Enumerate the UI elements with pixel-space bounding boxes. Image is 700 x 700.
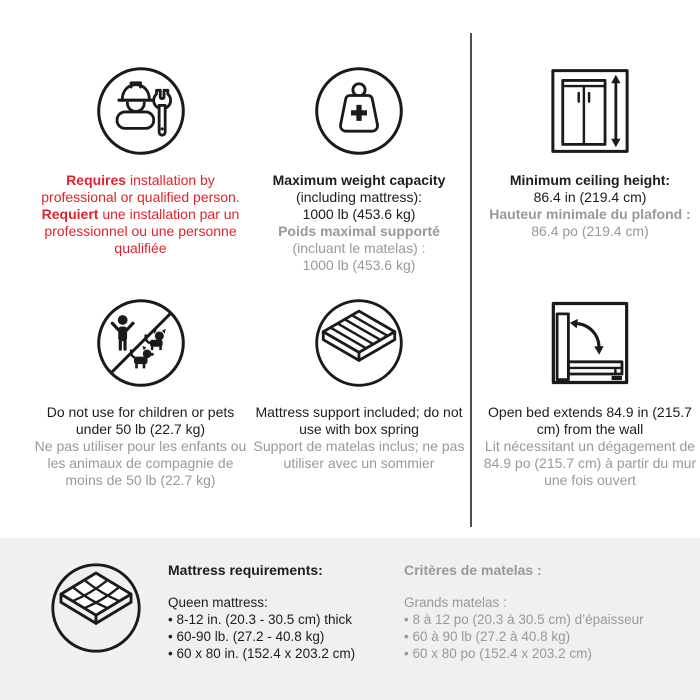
ceiling-fr-value: 86.4 po (219.4 cm): [531, 223, 649, 239]
support-en: Mattress support included; do not use with box spring: [255, 404, 463, 437]
spec-cell-installation: [28, 64, 253, 274]
mattress-bullet-en: • 8-12 in. (20.3 - 30.5 cm) thick: [168, 611, 386, 628]
weight-en-title: Maximum weight capacity: [272, 172, 446, 188]
openbed-fr: Lit nécessitant un dégagement de 84.9 po (215.7 cm) à partir du mur une fois ouvert: [483, 438, 697, 488]
spec-cell-ceiling: [478, 64, 700, 274]
openbed-text: [478, 404, 700, 489]
support-text: [253, 404, 465, 472]
mattress-subtitle-en: Queen mattress:: [168, 595, 268, 610]
spec-cell-weight: [253, 64, 465, 274]
weight-fr-title: Poids maximal supporté: [278, 223, 440, 239]
installation-en-rest: installation by professional or qualified person.: [41, 172, 240, 205]
mattress-requirements-title-en: Mattress requirements:: [168, 562, 323, 578]
spec-cell-support: [253, 296, 465, 489]
installer-wrench-icon: [94, 64, 188, 158]
installation-text: [28, 172, 253, 257]
installation-en-bold: Requires: [66, 172, 127, 188]
mattress-bullet-fr: • 60 x 80 po (152.4 x 203.2 cm): [404, 645, 686, 662]
mattress-bullet-en: • 60 x 80 in. (152.4 x 203.2 cm): [168, 645, 386, 662]
weight-fr-line2: (incluant le matelas) :: [292, 240, 426, 256]
spec-cell-children-pets: [28, 296, 253, 489]
ceiling-en-title: Minimum ceiling height:: [509, 172, 671, 188]
installation-fr-bold: Requiert: [41, 206, 99, 222]
mattress-requirements-band: [0, 538, 700, 700]
cabinet-height-arrow-icon: [543, 64, 637, 158]
weight-en-line2: (including mattress):: [295, 189, 423, 205]
ceiling-text: [489, 172, 690, 240]
weight-text: [273, 172, 446, 274]
children-pets-fr: Ne pas utiliser pour les enfants ou les animaux de compagnie de moins de 50 lb (22.7 kg): [34, 438, 247, 488]
no-children-pets-icon: [94, 296, 188, 390]
ceiling-en-value: 86.4 in (219.4 cm): [533, 189, 647, 205]
slatted-base-icon: [312, 296, 406, 390]
spec-row-2: [0, 274, 700, 489]
children-pets-text: [28, 404, 253, 489]
mattress-subtitle-fr: Grands matelas :: [404, 595, 507, 610]
children-pets-en: Do not use for children or pets under 50 lb (22.7 kg): [46, 404, 235, 437]
weight-en-line3: 1000 lb (453.6 kg): [302, 206, 416, 222]
mattress-bullet-en: • 60-90 lb. (27.2 - 40.8 kg): [168, 628, 386, 645]
support-fr: Support de matelas inclus; ne pas utiliser avec un sommier: [253, 438, 465, 471]
weight-capacity-icon: [312, 64, 406, 158]
mattress-requirements-en: [168, 558, 386, 662]
spec-row-1: [0, 0, 700, 274]
bed-fold-down-icon: [543, 296, 637, 390]
mattress-bullet-fr: • 8 à 12 po (20.3 à 30.5 cm) d’épaisseur: [404, 611, 686, 628]
mattress-bullet-fr: • 60 à 90 lb (27.2 à 40.8 kg): [404, 628, 686, 645]
installation-fr-rest: une installation par un professionnel ou une personne qualifiée: [44, 206, 240, 256]
mattress-requirements-fr: [404, 558, 686, 662]
mattress-requirements-title-fr: Critères de matelas :: [404, 562, 542, 578]
weight-fr-line3: 1000 lb (453.6 kg): [302, 257, 416, 273]
ceiling-fr-title: Hauteur minimale du plafond :: [489, 206, 691, 222]
vertical-divider: [470, 33, 472, 527]
tufted-mattress-icon: [48, 560, 144, 656]
openbed-en: Open bed extends 84.9 in (215.7 cm) from the wall: [488, 404, 692, 437]
spec-cell-openbed: [478, 296, 700, 489]
